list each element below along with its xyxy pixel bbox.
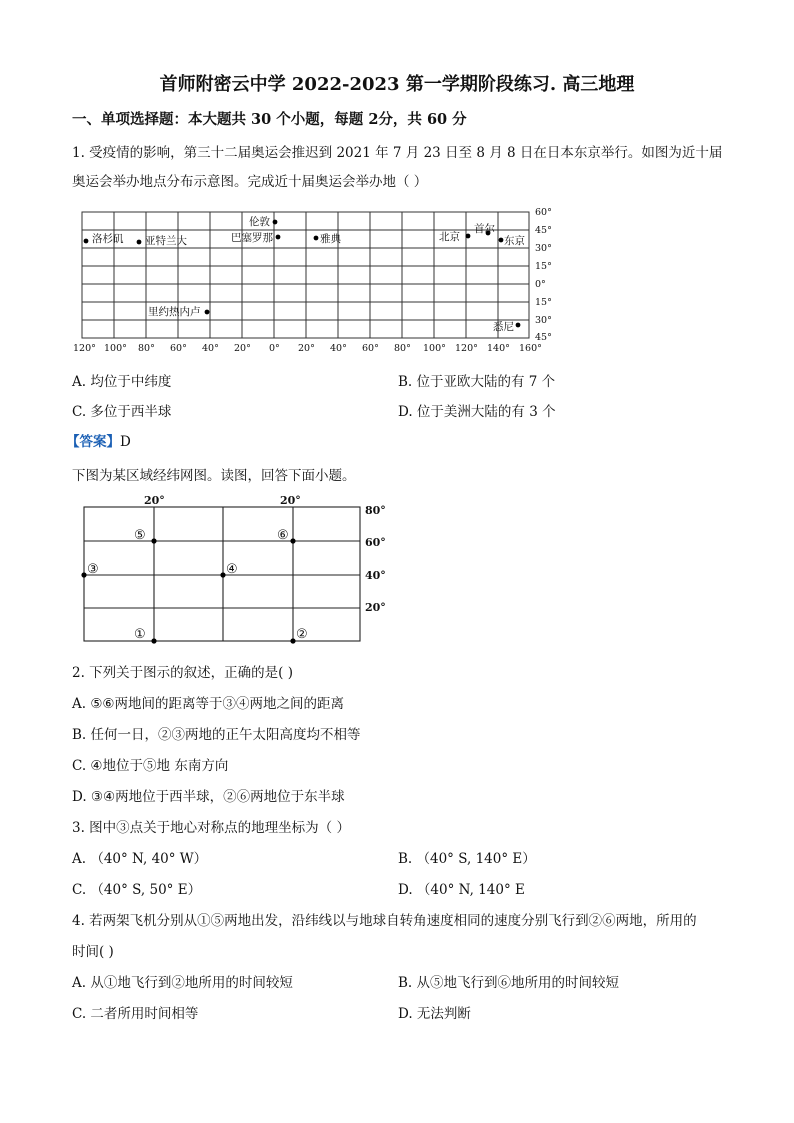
q4-option-d: D. 无法判断 xyxy=(398,1006,471,1022)
city-dot xyxy=(276,235,281,240)
q2-option-a: A. ⑤⑥两地间的距离等于③④两地之间的距离 xyxy=(72,696,345,712)
city-label-barcelona: 巴塞罗那 xyxy=(231,232,273,244)
lon-label: 60° xyxy=(362,343,379,354)
q3-option-c: C. （40° S, 50° E） xyxy=(72,882,202,898)
lat-label: 45° xyxy=(535,225,552,236)
lon-label: 160° xyxy=(519,343,542,354)
point-label-4: ④ xyxy=(226,562,238,577)
lat-label: 30° xyxy=(535,243,552,254)
olympic-map xyxy=(65,200,555,358)
city-label-los-angeles: 洛杉矶 xyxy=(92,233,124,245)
q4-option-b: B. 从⑤地飞行到⑥地所用的时间较短 xyxy=(398,975,620,991)
lon-label: 40° xyxy=(202,343,219,354)
lon-label: 80° xyxy=(138,343,155,354)
lon-label: 120° xyxy=(73,343,96,354)
lat-label: 40° xyxy=(365,569,386,582)
q4-stem-line2: 时间( ) xyxy=(72,944,114,960)
section-heading: 一、单项选择题：本大题共 30 个小题，每题 2分，共 60 分 xyxy=(72,111,467,128)
city-label-london: 伦敦 xyxy=(249,216,270,228)
lon-label: 60° xyxy=(170,343,187,354)
lat-label: 60° xyxy=(365,536,386,549)
point-label-5: ⑤ xyxy=(134,528,146,543)
q3-stem: 3. 图中③点关于地心对称点的地理坐标为（ ） xyxy=(72,820,350,836)
q3-option-d: D. （40° N, 140° E xyxy=(398,882,525,898)
q1-option-a: A. 均位于中纬度 xyxy=(72,374,172,390)
q1-answer xyxy=(66,430,131,450)
graticule-map xyxy=(75,490,395,648)
city-label-beijing: 北京 xyxy=(439,231,460,243)
lat-label: 80° xyxy=(365,504,386,517)
lat-label: 0° xyxy=(535,279,546,290)
city-dot xyxy=(273,220,278,225)
city-label-tokyo: 东京 xyxy=(504,235,525,247)
q1-option-d: D. 位于美洲大陆的有 3 个 xyxy=(398,404,556,420)
answer-tag: 【答案】 xyxy=(66,434,120,450)
point-label-2: ② xyxy=(296,627,308,642)
lon-label: 0° xyxy=(269,343,280,354)
point-dot xyxy=(220,572,225,577)
group2-intro: 下图为某区域经纬网图。读图，回答下面小题。 xyxy=(72,468,356,484)
lon-label: 140° xyxy=(487,343,510,354)
lon-label: 100° xyxy=(104,343,127,354)
page-title: 首师附密云中学 2022-2023 第一学期阶段练习. 高三地理 xyxy=(159,74,635,95)
city-dot xyxy=(516,323,521,328)
city-dot xyxy=(84,239,89,244)
lat-label: 45° xyxy=(535,332,552,343)
point-label-6: ⑥ xyxy=(277,528,289,543)
lat-label: 60° xyxy=(535,207,552,218)
lat-label: 30° xyxy=(535,315,552,326)
q3-option-b: B. （40° S, 140° E） xyxy=(398,851,536,867)
point-dot xyxy=(151,538,156,543)
city-dot xyxy=(314,236,319,241)
lon-label: 80° xyxy=(394,343,411,354)
point-dot xyxy=(290,538,295,543)
q4-stem-line1: 4. 若两架飞机分别从①⑤两地出发，沿纬线以与地球自转角速度相同的速度分别飞行到②⑥两地，所用的 xyxy=(72,913,697,929)
city-label-rio: 里约热内卢 xyxy=(148,306,201,318)
point-dot xyxy=(81,572,86,577)
lat-label: 15° xyxy=(535,297,552,308)
city-label-sydney: 悉尼 xyxy=(493,321,514,333)
q1-option-c: C. 多位于西半球 xyxy=(72,404,172,420)
city-label-athens: 雅典 xyxy=(320,233,341,245)
q2-option-c: C. ④地位于⑤地 东南方向 xyxy=(72,758,229,774)
lon-label: 100° xyxy=(423,343,446,354)
point-dot xyxy=(290,638,295,643)
lat-label: 15° xyxy=(535,261,552,272)
lon-label: 20° xyxy=(298,343,315,354)
answer-value: D xyxy=(120,434,131,450)
point-dot xyxy=(151,638,156,643)
lon-label: 20° xyxy=(234,343,251,354)
top-lon-label: 20° xyxy=(280,494,301,507)
city-dot xyxy=(137,240,142,245)
lon-label: 40° xyxy=(330,343,347,354)
q4-option-c: C. 二者所用时间相等 xyxy=(72,1006,199,1022)
city-dot xyxy=(466,234,471,239)
q2-option-b: B. 任何一日，②③两地的正午太阳高度均不相等 xyxy=(72,727,361,743)
city-dot xyxy=(499,238,504,243)
top-lon-label: 20° xyxy=(144,494,165,507)
city-dot xyxy=(205,310,210,315)
q3-option-a: A. （40° N, 40° W） xyxy=(72,851,208,867)
q1-stem-line2: 奥运会举办地点分布示意图。完成近十届奥运会举办地（ ） xyxy=(72,174,428,190)
lon-label: 120° xyxy=(455,343,478,354)
lat-label: 20° xyxy=(365,601,386,614)
q1-stem-line1: 1. 受疫情的影响，第三十二届奥运会推迟到 2021 年 7 月 23 日至 8 月 8 日在日本东京举行。如图为近十届 xyxy=(72,145,723,161)
q2-option-d: D. ③④两地位于西半球，②⑥两地位于东半球 xyxy=(72,789,345,805)
q2-stem: 2. 下列关于图示的叙述，正确的是( ) xyxy=(72,665,293,681)
q1-option-b: B. 位于亚欧大陆的有 7 个 xyxy=(398,374,556,390)
city-label-atlanta: 亚特兰大 xyxy=(145,235,187,247)
city-label-seoul: 首尔 xyxy=(474,223,495,235)
point-label-1: ① xyxy=(134,627,146,642)
q4-option-a: A. 从①地飞行到②地所用的时间较短 xyxy=(72,975,293,991)
point-label-3: ③ xyxy=(87,562,99,577)
